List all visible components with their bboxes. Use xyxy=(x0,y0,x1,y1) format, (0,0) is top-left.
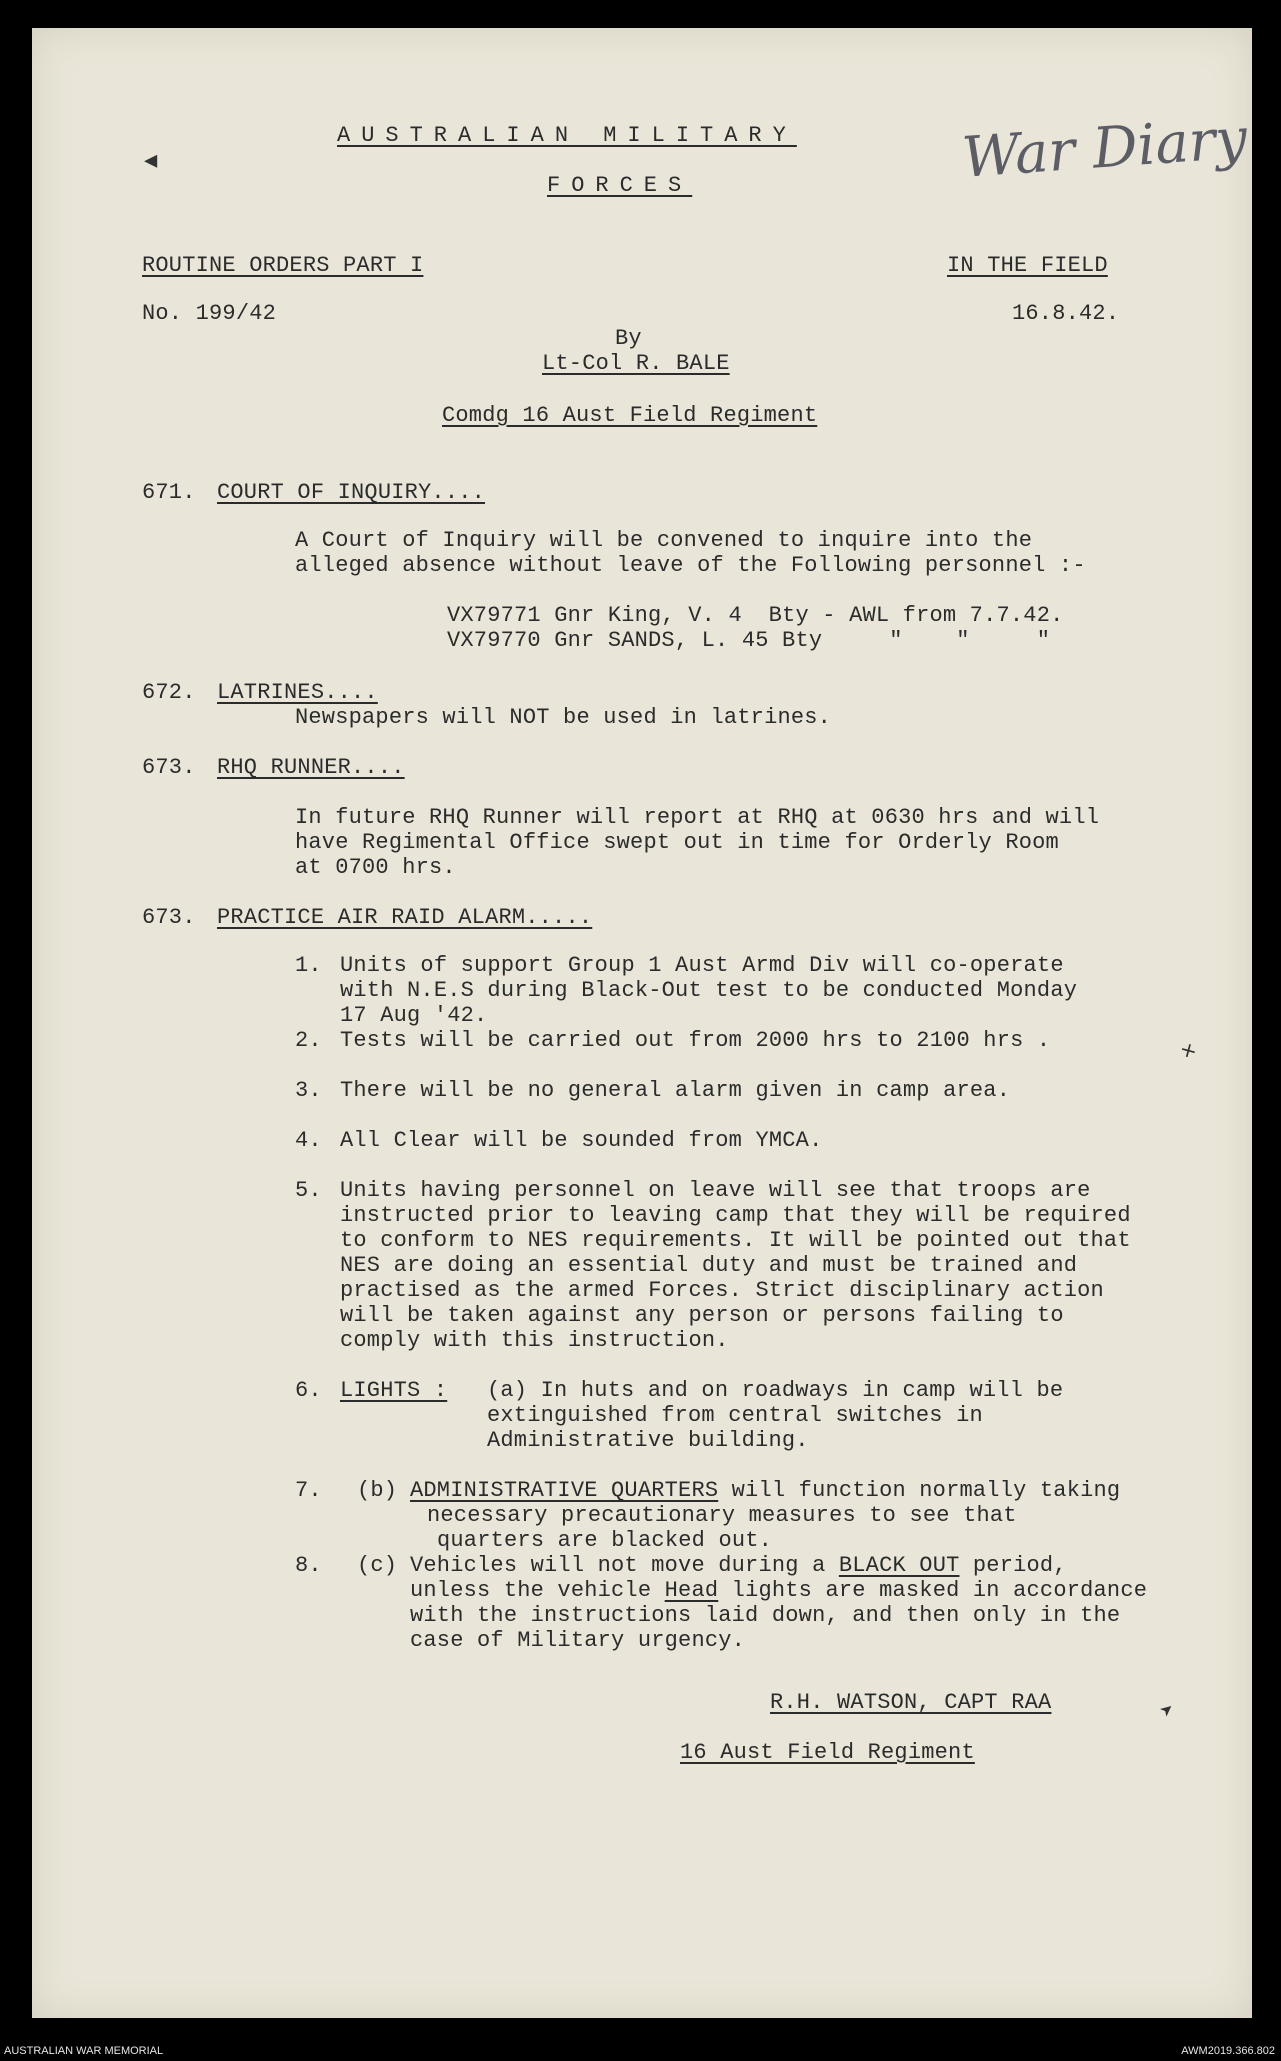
para-5-line-1: Units having personnel on leave will see that troops are xyxy=(340,1178,1091,1203)
item-671-personnel-2: VX79770 Gnr SANDS, L. 45 Bty " " " xyxy=(447,628,1051,653)
head-term: Head xyxy=(664,1578,719,1603)
para-6-line-3: Administrative building. xyxy=(487,1428,809,1453)
para-1-line-3: 17 Aug '42. xyxy=(340,1003,488,1028)
para-5-line-7: comply with this instruction. xyxy=(340,1328,729,1353)
para-8-line-3: with the instructions laid down, and then only in the xyxy=(410,1603,1121,1628)
para-5-line-5: practised as the armed Forces. Strict disciplinary action xyxy=(340,1278,1104,1303)
handwritten-note: War Diary xyxy=(960,106,1250,191)
para-6-line-2: extinguished from central switches in xyxy=(487,1403,983,1428)
para-6-number: 6. xyxy=(295,1378,322,1403)
para-8-number: 8. xyxy=(295,1553,322,1578)
para-6-title: LIGHTS : xyxy=(340,1378,448,1403)
pencil-mark-icon: ➤ xyxy=(1155,1697,1183,1726)
officer-name: Lt-Col R. BALE xyxy=(542,351,730,376)
para-7-sub: (b) xyxy=(357,1478,398,1503)
para-8-sub: (c) xyxy=(357,1553,398,1578)
item-671-personnel-1: VX79771 Gnr King, V. 4 Bty - AWL from 7.7.42. xyxy=(447,603,1064,628)
para-6-line-1: (a) In huts and on roadways in camp will be xyxy=(487,1378,1064,1403)
para-4-number: 4. xyxy=(295,1128,322,1153)
order-date: 16.8.42. xyxy=(1012,301,1120,326)
para-8-line-1-c: period, xyxy=(959,1553,1067,1578)
item-673a-body-1: In future RHQ Runner will report at RHQ at 0630 hrs and will xyxy=(295,805,1100,830)
routine-orders-heading: ROUTINE ORDERS PART I xyxy=(142,253,424,278)
para-1-line-1: Units of support Group 1 Aust Armd Div will co-operate xyxy=(340,953,1064,978)
para-1-line-2: with N.E.S during Black-Out test to be conducted Monday xyxy=(340,978,1078,1003)
item-672-body: Newspapers will NOT be used in latrines. xyxy=(295,705,832,730)
signature-unit: 16 Aust Field Regiment xyxy=(680,1740,975,1765)
para-2-text: Tests will be carried out from 2000 hrs to 2100 hrs . xyxy=(340,1028,1051,1053)
item-671-body-2: alleged absence without leave of the Following personnel :- xyxy=(295,553,1086,578)
item-671-number: 671. xyxy=(142,480,196,505)
para-4-text: All Clear will be sounded from YMCA. xyxy=(340,1128,823,1153)
title-line-1: AUSTRALIAN MILITARY xyxy=(337,123,797,148)
by-label: By xyxy=(615,326,642,351)
para-7-line-1-rest: will function normally taking xyxy=(718,1478,1121,1503)
para-7-line-2: necessary precautionary measures to see that xyxy=(427,1503,1017,1528)
item-672-title: LATRINES.... xyxy=(217,680,378,705)
hole-punch-mark-icon: ◀ xyxy=(144,149,158,174)
pencil-tick-icon: ✕ xyxy=(1176,1037,1201,1066)
document-page xyxy=(32,28,1252,2018)
para-5-line-6: will be taken against any person or persons failing to xyxy=(340,1303,1064,1328)
location: IN THE FIELD xyxy=(947,253,1108,278)
item-673a-body-3: at 0700 hrs. xyxy=(295,855,456,880)
para-8-line-2-c: lights are masked in accordance xyxy=(718,1578,1148,1603)
para-8-line-4: case of Military urgency. xyxy=(410,1628,746,1653)
item-671-body-1: A Court of Inquiry will be convened to inquire into the xyxy=(295,528,1033,553)
footer-right: AWM2019.366.802 xyxy=(1181,2045,1275,2057)
para-3-text: There will be no general alarm given in camp area. xyxy=(340,1078,1011,1103)
para-5-line-4: NES are doing an essential duty and must be trained and xyxy=(340,1253,1078,1278)
item-673b-title: PRACTICE AIR RAID ALARM..... xyxy=(217,905,593,930)
item-673a-title: RHQ RUNNER.... xyxy=(217,755,405,780)
para-7-line-3: quarters are blacked out. xyxy=(437,1528,773,1553)
para-8-line-1 xyxy=(410,1553,1067,1578)
command-line: Comdg 16 Aust Field Regiment xyxy=(442,403,818,428)
para-5-line-3: to conform to NES requirements. It will be pointed out that xyxy=(340,1228,1131,1253)
footer-left: AUSTRALIAN WAR MEMORIAL xyxy=(4,2045,164,2057)
item-673a-body-2: have Regimental Office swept out in time for Orderly Room xyxy=(295,830,1059,855)
title-line-2: FORCES xyxy=(547,173,693,198)
para-3-number: 3. xyxy=(295,1078,322,1103)
admin-quarters-heading: ADMINISTRATIVE QUARTERS xyxy=(410,1478,719,1503)
order-number: No. 199/42 xyxy=(142,301,277,326)
item-673a-number: 673. xyxy=(142,755,196,780)
para-5-number: 5. xyxy=(295,1178,322,1203)
para-8-line-2-a: unless the vehicle xyxy=(410,1578,665,1603)
item-672-number: 672. xyxy=(142,680,196,705)
signature-name: R.H. WATSON, CAPT RAA xyxy=(770,1690,1052,1715)
item-671-title: COURT OF INQUIRY.... xyxy=(217,480,486,505)
para-1-number: 1. xyxy=(295,953,322,978)
para-8-line-1-a: Vehicles will not move during a xyxy=(410,1553,839,1578)
para-8-line-2 xyxy=(410,1578,1147,1603)
para-7-line-1 xyxy=(410,1478,1120,1503)
para-2-number: 2. xyxy=(295,1028,322,1053)
item-673b-number: 673. xyxy=(142,905,196,930)
para-5-line-2: instructed prior to leaving camp that they will be required xyxy=(340,1203,1131,1228)
para-7-number: 7. xyxy=(295,1478,322,1503)
black-out-term: BLACK OUT xyxy=(838,1553,960,1578)
